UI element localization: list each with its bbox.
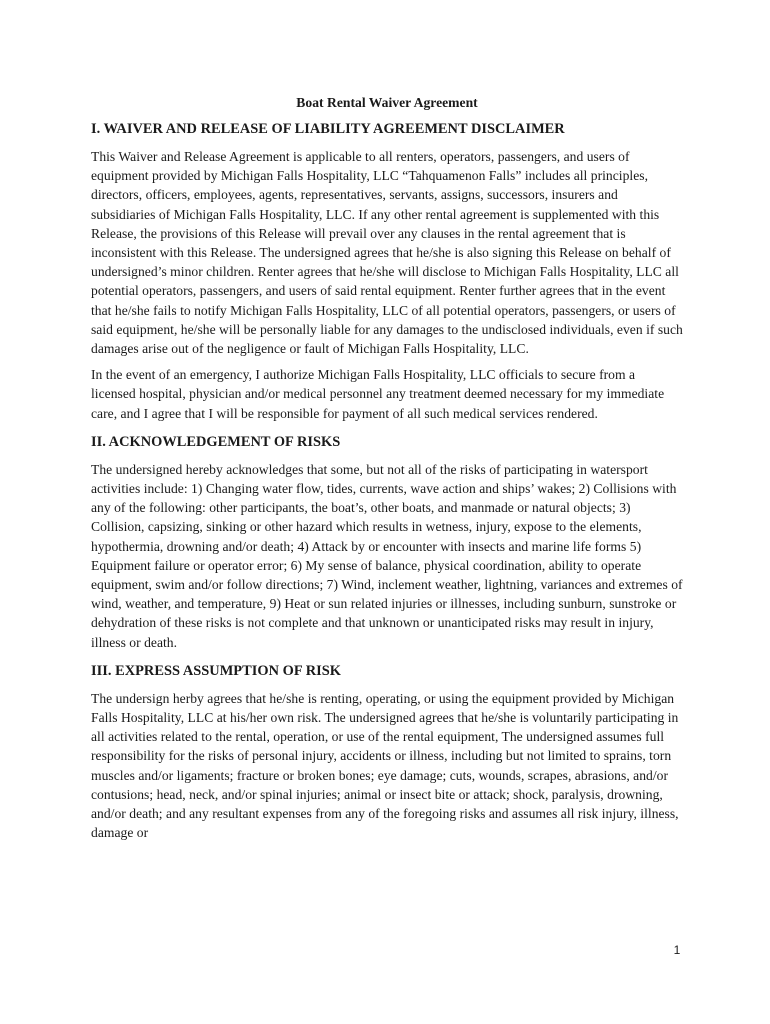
section-heading-assumption: III. EXPRESS ASSUMPTION OF RISK bbox=[91, 662, 341, 679]
paragraph-emergency-authorization: In the event of an emergency, I authorize Michigan Falls Hospitality, LLC officials to secure from a licensed hospital, physician and/or medical personnel any treatment deemed necessary for my immediate care, and I agree that I will be responsible for payment of all such medical services rendered. bbox=[91, 367, 665, 421]
section-heading-risks: II. ACKNOWLEDGEMENT OF RISKS bbox=[91, 433, 341, 450]
document-body bbox=[91, 93, 683, 850]
paragraph-express-assumption: The undersign herby agrees that he/she is renting, operating, or using the equipment provided by Michigan Falls Hospitality, LLC at his/her own risk. The undersigned agrees that he/she is voluntarily participating in all activities related to the rental, operation, or use of the rental equipment, The undersigned assumes full responsibility for the risks of personal injury, accidents or illness, including but not limited to sprains, torn muscles and/or ligaments; fracture or broken bones; eye damage; cuts, wounds, scrapes, abrasions, and/or contusions; head, neck, and/or spinal injuries; animal or insect bite or attack; shock, paralysis, drowning, and/or death; and any resultant expenses from any of the foregoing risks and assumes all risk injury, illness, damage or bbox=[91, 690, 679, 841]
section-heading-waiver: I. WAIVER AND RELEASE OF LIABILITY AGREEMENT DISCLAIMER bbox=[91, 121, 565, 137]
document-title: Boat Rental Waiver Agreement bbox=[296, 95, 478, 110]
paragraph-acknowledgement-risks: The undersigned hereby acknowledges that some, but not all of the risks of participating in watersport activities include: 1) Changing water flow, tides, currents, wave action and ships’ wakes; 2) Collisions with any of the following: other participants, the boat’s, other boats, and manmade or natural objects; 3) Collision, capsizing, sinking or other hazard which results in wetness, injury, expose to the elements, hypothermia, drowning and/or death; 4) Attack by or encounter with insects and marine life forms 5) Equipment failure or operator error; 6) My sense of balance, physical coordination, ability to operate equipment, swim and/or follow directions; 7) Wind, inclement weather, lightning, variances and extremes of wind, weather, and temperature, 9) Heat or sun related injuries or illnesses, including sunburn, sunstroke or dehydration of these risks is not complete and that unknown or unanticipated risks may result in injury, illness or death. bbox=[91, 461, 683, 650]
page-number: 1 bbox=[673, 943, 681, 957]
paragraph-waiver-release: This Waiver and Release Agreement is applicable to all renters, operators, passengers, and users of equipment provided by Michigan Falls Hospitality, LLC “Tahquamenon Falls” includes all principles, directors, officers, employees, agents, representatives, servants, assigns, successors, insurers and subsidiaries of Michigan Falls Hospitality, LLC. If any other rental agreement is supplemented with this Release, the provisions of this Release will prevail over any clauses in the rental agreement that is inconsistent with this Release. The undersigned agrees that he/she is also signing this Release on behalf of undersigned’s minor children. Renter agrees that he/she will disclose to Michigan Falls Hospitality, LLC all potential operators, passengers, and users of said rental equipment. Renter further agrees that in the event that he/she fails to notify Michigan Falls Hospitality, LLC of all potential operators, passengers, or users of said equipment, he/she will be personally liable for any damages to the undisclosed individuals, even if such damages arise out of the negligence or fault of Michigan Falls Hospitality, LLC. bbox=[91, 149, 683, 357]
